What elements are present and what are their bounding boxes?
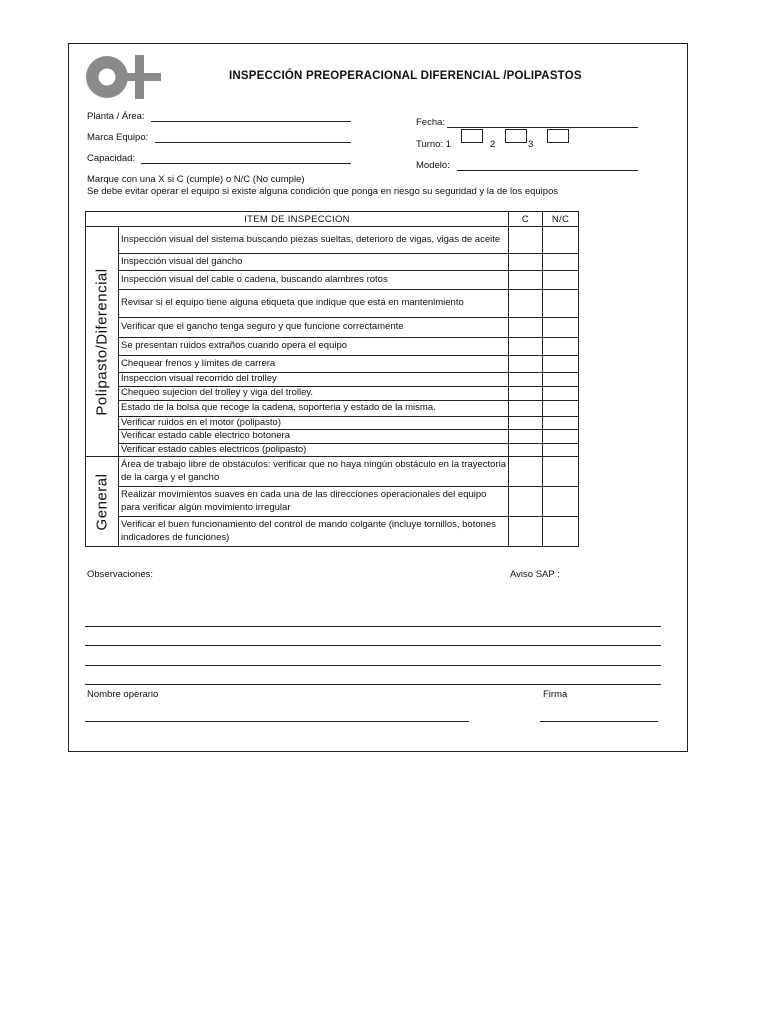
table-row: [86, 457, 579, 487]
inspection-item: Inspeccion visual recorrido del trolley: [119, 373, 509, 387]
no-cumple-checkbox[interactable]: [543, 290, 579, 318]
cumple-checkbox[interactable]: [509, 254, 543, 271]
no-cumple-checkbox[interactable]: [543, 457, 579, 487]
table-row: [86, 338, 579, 356]
cumple-checkbox[interactable]: [509, 356, 543, 373]
col-item-header: ITEM DE INSPECCION: [86, 212, 509, 227]
table-row: [86, 356, 579, 373]
group-label-general: [86, 457, 119, 547]
capacidad-field[interactable]: [141, 163, 351, 164]
no-cumple-checkbox[interactable]: [543, 517, 579, 547]
turno-1-box[interactable]: [461, 129, 483, 143]
inspection-item: Revisar si el equipo tiene alguna etiqueta que indique que está en mantenimiento: [119, 290, 509, 318]
col-c-header: C: [509, 212, 543, 227]
cumple-checkbox[interactable]: [509, 271, 543, 290]
cumple-checkbox[interactable]: [509, 416, 543, 430]
inspection-item: Inspección visual del cable o cadena, buscando alambres rotos: [119, 271, 509, 290]
turno-3-box[interactable]: [547, 129, 569, 143]
inspection-item: Inspección visual del gancho: [119, 254, 509, 271]
marca-field[interactable]: [155, 142, 351, 143]
table-row: [86, 387, 579, 401]
no-cumple-checkbox[interactable]: [543, 338, 579, 356]
cumple-checkbox[interactable]: [509, 387, 543, 401]
group-label-text: General: [93, 473, 111, 530]
inspection-rows: [86, 227, 579, 547]
table-row: [86, 416, 579, 430]
inspection-item: Chequeo sujecion del trolley y viga del trolley.: [119, 387, 509, 401]
table-row: [86, 443, 579, 457]
table-row: [86, 254, 579, 271]
observaciones-line[interactable]: [85, 645, 661, 646]
observaciones-line[interactable]: [85, 665, 661, 666]
inspection-item: Se presentan ruidos extraños cuando opera el equipo: [119, 338, 509, 356]
cumple-checkbox[interactable]: [509, 457, 543, 487]
no-cumple-checkbox[interactable]: [543, 487, 579, 517]
no-cumple-checkbox[interactable]: [543, 387, 579, 401]
no-cumple-checkbox[interactable]: [543, 430, 579, 444]
cumple-checkbox[interactable]: [509, 443, 543, 457]
cumple-checkbox[interactable]: [509, 290, 543, 318]
instruction-warning: Se debe evitar operar el equipo si existe alguna condición que ponga en riesgo su seguridad y la de los equipos: [87, 186, 559, 197]
table-row: [86, 290, 579, 318]
table-row: [86, 430, 579, 444]
instruction-mark: Marque con una X si C (cumple) o N/C (No cumple): [87, 174, 305, 185]
fecha-label: Fecha:: [416, 117, 446, 128]
turno-3-label: 3: [528, 139, 534, 150]
firma-field[interactable]: [540, 721, 658, 722]
inspection-item: Estado de la bolsa que recoge la cadena, soporteria y estado de la misma.: [119, 400, 509, 416]
planta-label: Planta / Área:: [87, 111, 145, 122]
capacidad-label: Capacidad:: [87, 153, 136, 164]
cumple-checkbox[interactable]: [509, 373, 543, 387]
firma-label: Firma: [543, 689, 568, 700]
group-label-polipasto: [86, 227, 119, 457]
cumple-checkbox[interactable]: [509, 318, 543, 338]
cumple-checkbox[interactable]: [509, 487, 543, 517]
inspection-item: Verificar estado cables electricos (polipasto): [119, 443, 509, 457]
cumple-checkbox[interactable]: [509, 517, 543, 547]
no-cumple-checkbox[interactable]: [543, 443, 579, 457]
no-cumple-checkbox[interactable]: [543, 254, 579, 271]
table-row: [86, 227, 579, 254]
modelo-field[interactable]: [457, 170, 638, 171]
cumple-checkbox[interactable]: [509, 400, 543, 416]
inspection-item: Área de trabajo libre de obstáculos: verificar que no haya ningún obstáculo en la trayectoria de la carga y el gancho: [119, 457, 509, 487]
nombre-operario-field[interactable]: [85, 721, 469, 722]
inspection-item: Chequear frenos y límites de carrera: [119, 356, 509, 373]
nombre-operario-label: Nombre operario: [87, 689, 159, 700]
no-cumple-checkbox[interactable]: [543, 271, 579, 290]
cumple-checkbox[interactable]: [509, 338, 543, 356]
no-cumple-checkbox[interactable]: [543, 318, 579, 338]
inspection-item: Realizar movimientos suaves en cada una de las direcciones operacionales del equipo para verificar algún movimiento irregular: [119, 487, 509, 517]
inspection-item: Verificar estado cable electrico botonera: [119, 430, 509, 444]
no-cumple-checkbox[interactable]: [543, 227, 579, 254]
inspection-item: Verificar ruidos en el motor (polipasto): [119, 416, 509, 430]
table-row: [86, 517, 579, 547]
aviso-sap-label: Aviso SAP :: [510, 569, 560, 580]
no-cumple-checkbox[interactable]: [543, 356, 579, 373]
observaciones-label: Observaciones:: [87, 569, 154, 580]
no-cumple-checkbox[interactable]: [543, 416, 579, 430]
table-row: [86, 318, 579, 338]
modelo-label: Modelo:: [416, 160, 450, 171]
no-cumple-checkbox[interactable]: [543, 373, 579, 387]
table-row: [86, 487, 579, 517]
col-nc-header: N/C: [543, 212, 579, 227]
company-logo: [83, 52, 161, 102]
table-header-row: [86, 212, 579, 227]
table-row: [86, 373, 579, 387]
inspection-item: Verificar el buen funcionamiento del control de mando colgante (incluye tornillos, botones indicadores de funciones): [119, 517, 509, 547]
observaciones-line[interactable]: [85, 626, 661, 627]
planta-field[interactable]: [151, 121, 351, 122]
inspection-item: Verificar que el gancho tenga seguro y que funcione correctamente: [119, 318, 509, 338]
marca-label: Marca Equipo:: [87, 132, 149, 143]
inspection-item: Inspección visual del sistema buscando piezas sueltas, deterioro de vigas, vigas de aceite: [119, 227, 509, 254]
group-label-text: Polipasto/Diferencial: [93, 267, 111, 416]
form-title: INSPECCIÓN PREOPERACIONAL DIFERENCIAL /POLIPASTOS: [229, 70, 582, 82]
turno-2-box[interactable]: [505, 129, 527, 143]
observaciones-line[interactable]: [85, 684, 661, 685]
no-cumple-checkbox[interactable]: [543, 400, 579, 416]
cumple-checkbox[interactable]: [509, 227, 543, 254]
table-row: [86, 400, 579, 416]
turno-label: Turno: 1: [416, 139, 452, 150]
inspection-table: [85, 211, 579, 547]
turno-2-label: 2: [490, 139, 496, 150]
inspection-form: [68, 43, 688, 752]
cumple-checkbox[interactable]: [509, 430, 543, 444]
fecha-field[interactable]: [447, 127, 638, 128]
table-row: [86, 271, 579, 290]
